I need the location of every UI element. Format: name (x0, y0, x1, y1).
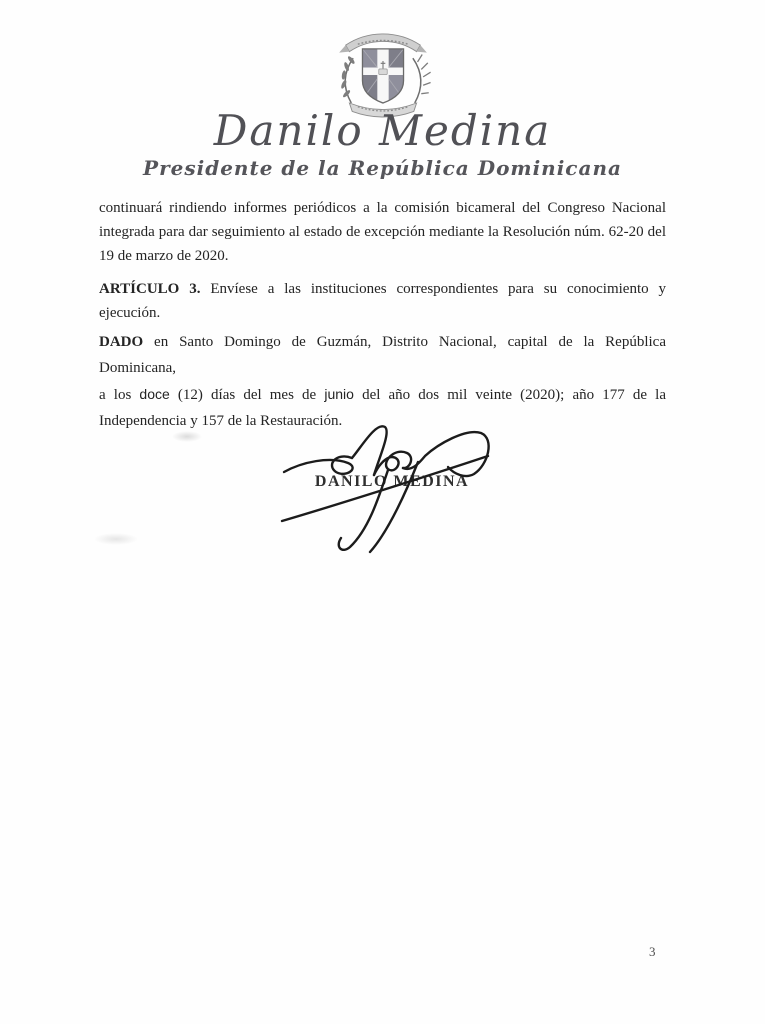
paragraph-line (99, 277, 666, 325)
paragraph-line: 19 de marzo de 2020. (99, 248, 229, 264)
paragraph-continuation (99, 196, 666, 268)
page-number: 3 (649, 944, 656, 959)
dado-text: del año dos mil veinte (2020); año 177 de la (353, 387, 666, 403)
paragraph-articulo-3 (99, 277, 666, 325)
scan-artifact (94, 533, 138, 545)
dado-day-word: doce (139, 386, 170, 402)
dado-text: (12) días del mes de (169, 387, 325, 403)
dado-text: en Santo Domingo de Guzmán, Distrito Nacional, capital de la República Dominicana, (99, 334, 666, 376)
dado-text: a los (99, 387, 140, 403)
dado-month-word: junio (324, 386, 354, 402)
dado-label: DADO (99, 334, 144, 350)
letterhead-name: Danilo Medina (213, 106, 552, 155)
paragraph-line (99, 329, 666, 381)
paragraph-line (99, 381, 666, 408)
paragraph-line: integrada para dar seguimiento al estado de excepción mediante la Resolución núm. 62-20 del (99, 224, 666, 240)
paragraph-line: continuará rindiendo informes periódicos a la comisión bicameral del Congreso Nacional (99, 200, 666, 216)
articulo-label: ARTÍCULO 3. (99, 281, 201, 297)
articulo-text: Envíese a las instituciones correspondientes para su conocimiento y ejecución. (99, 281, 666, 321)
handwritten-signature-icon (278, 418, 506, 558)
signer-typed-name: DANILO MEDINA (314, 473, 470, 490)
letterhead-title: Presidente de la República Dominicana (143, 156, 622, 180)
signature-block (278, 418, 506, 558)
paragraph-line: Independencia y 157 de la Restauración. (99, 413, 343, 429)
